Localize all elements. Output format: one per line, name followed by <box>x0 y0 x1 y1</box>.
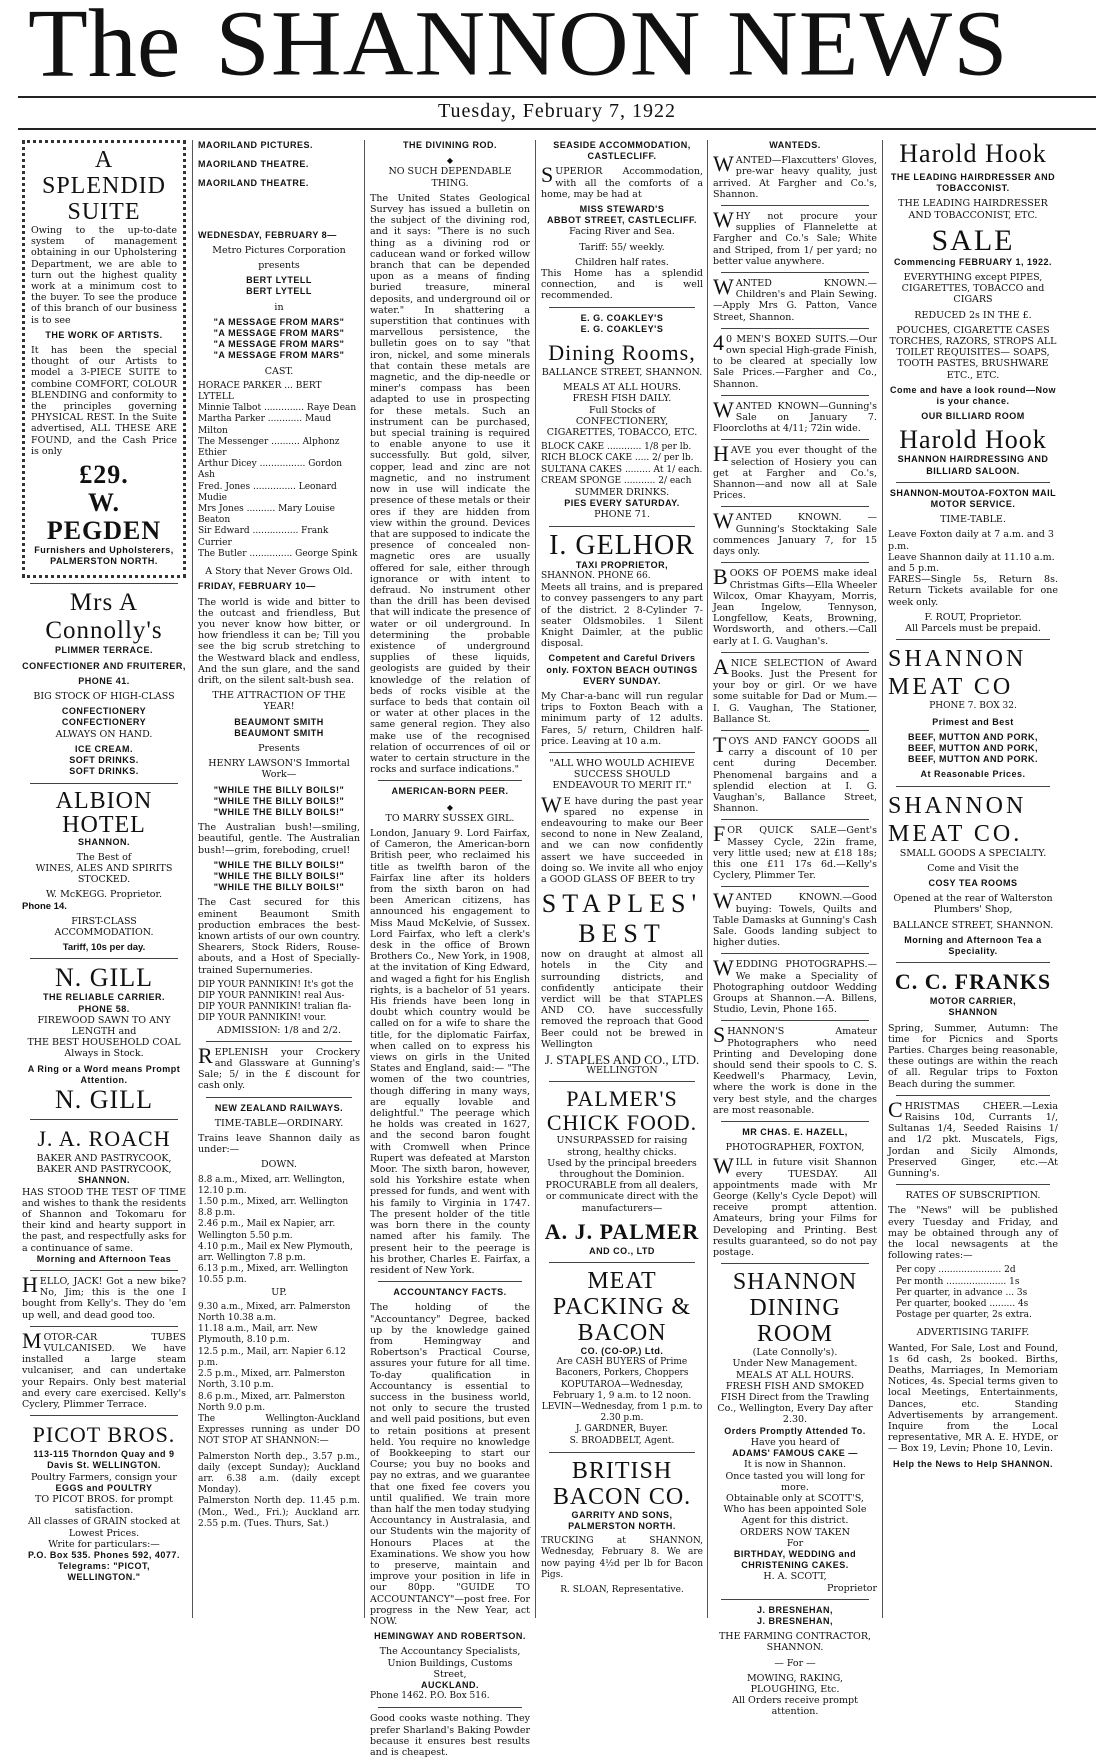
meat-co2-line: Come and Visit the <box>927 862 1019 874</box>
date-rule <box>18 128 1096 130</box>
sale-title: SALE <box>931 223 1015 257</box>
kelly-bike-ad: HELLO, JACK! Got a new bike? No, Jim; this is the one I bought from Kelly's. They do 'em up well, and dead good too. <box>22 1271 186 1321</box>
peer-sub: TO MARRY SUSSEX GIRL. <box>385 812 515 824</box>
mail-line: Leave Shannon daily at 11.10 a.m. and 5 p.m. <box>888 551 1055 575</box>
subscription-rate: Per quarter, in advance ... 3s <box>896 1287 1028 1298</box>
shannon-meat-title-2: SHANNON MEAT CO. <box>888 792 1027 847</box>
column-3: THE DIVINING ROD. ◆ NO SUCH DEPENDABLE THING. The United States Geological Survey has issued a bulletin on the subject of the divining rod, and it says: "There is no such thing as a divining rod or caducean wand or forked willow branch that can be depended upon as a means of finding buried treasure, mineral deposits, and underground oil or water." In shattering a superstition that continues with marvellous persistence, the bulletin goes on to say "that iron, nickel, and some minerals that contain these metals are magnetic, and the dip-needle or miner's compass has been adapted to use in prospecting for these metals. Such an instrument can be purchased, but special training is required to enable anyone to use it successfully. But gold, silver, copper, lead and zinc are not magnetic, and no instrument now in use will indicate the presence of these metals or their ores if they are hidden from view within the ground. Devices that are supposed to indicate the presence of concealed non-magnetic ores are usually offered for sale, either through ignorance or with intent to defraud. No instrument other than the drill has been devised that will indicate the presence of water or oil underground. In determining the probable existence of underground supplies of these liquids, geologists are guided by their knowledge of the relation of beds of rocks visible at the surface to beds that contain oil or water at other places in the same general region. They also make use of the recognised relation of occurrences of oil or water to certain structure in the rocks and surface indications." AMERICAN-BORN PEER. ◆ TO MARRY SUSSEX GIRL. London, January 9. Lord Fairfax, of Cameron, the American-born British peer, who reclaimed his title as twelfth baron of the Fairfax line after its holders from the sixth baron on had been American citizens, has announced his engagement to Miss Maud McKelvie, of Sussex. Lord Fairfax, who left a clerk's desk in the office of Brown Brothers Co., New York, in 1908, at the invitation of King Edward, and waged a fight for his English rights, is a bachelor of 51 years. His friends have been long in doubt which country would be called on for a wife to share the title, for the diplomatic Fairfax, when called on to express his views on girls in the United States and England, said:— "The women of the two countries, though differing in many ways, are equally lovable and delightful." The peerage which he holds was created in 1627, and the second baron fought with Cromwell when Prince Rupert was defeated at Marston Moor. The sixth baron, however, sold his Yorkshire estate when pressed for funds, and went with his family to Virginia in 1747. The present holder of the title was born there in the county named after his family. The present heir to the peerage is his brother, Charles E. Fairfax, a resident of New York. ACCOUNTANCY FACTS. The holding of the "Accountancy" Degree, backed up by the knowledge gained from Hemingway and Robertson's Practical Course, assures your future for all time. To-day qualification in Accountancy is essential to success in the business world, not only to secure the trusted and well paid positions, but even to retain positions at present held. You require no knowledge of Bookkeeping to start our Course; you buy no books and pay no extras, and we guarantee that one fixed fee covers you until qualified. We train more than half the men today studying Accountancy in Australasia, and our Students win the majority of Honours Places at the Examinations. We show you how to preserve, maintain and improve your position in life in our 80pp. "GUIDE TO ACCOUNTANCY"—post free. For progress in the New Year, act NOW. HEMINGWAY AND ROBERTSON. The Accountancy Specialists, Union Buildings, Customs Street, AUCKLAND. Phone 1462. P.O. Box 516. Good cooks waste nothing. They prefer Sharland's Baking Powder because it ensures best results and is cheapest. <box>370 140 530 1758</box>
dining-line: PHONE 71. <box>594 509 650 521</box>
maoriland-line: MAORILAND THEATRE. <box>198 178 309 189</box>
mail-line: Leave Foxton daily at 7 a.m. and 3 p.m. <box>888 529 1054 552</box>
metro-line: Metro Pictures Corporation <box>212 244 346 256</box>
connolly-line: BIG STOCK OF HIGH-CLASS <box>33 691 175 703</box>
palmer-title: PALMER'S CHICK FOOD. <box>546 1086 698 1136</box>
connolly-line: CONFECTIONER AND FRUITERER, <box>22 660 186 671</box>
meat-co-line: BEEF, MUTTON AND PORK, <box>907 742 1038 753</box>
meat-co2-line: SMALL GOODS A SPECIALTY. <box>899 847 1047 859</box>
gelhor-body-2: My Char-a-banc will run regular trips to Foxton Beach with a minimum party of 12 adults. Fares, 5/ return, Children half-price. Leaving at 10 a.m. <box>541 690 703 747</box>
subscription-rate: Per copy ...................... 2d <box>896 1265 1016 1276</box>
connolly-lines <box>22 645 186 777</box>
meat-line: J. GARDNER, Buyer. <box>575 1424 669 1435</box>
cake-price: BLOCK CAKE ............ 1/8 per lb. <box>541 442 692 453</box>
gelhor-sub: TAXI PROPRIETOR, <box>575 559 669 570</box>
bacon-rep: R. SLOAN, Representative. <box>560 1585 684 1596</box>
column-1 <box>22 140 186 1618</box>
meat-co-line: BEEF, MUTTON AND PORK. <box>907 754 1038 765</box>
dining-line: Full Stocks of <box>588 404 656 416</box>
meat-packing-title: MEAT PACKING & BACON <box>552 1268 692 1347</box>
dining-line: FRESH FISH DAILY. <box>572 393 672 405</box>
seaside-line: This Home has a splendid connection, and is well recommended. <box>541 268 703 302</box>
lawson-poem: The world is wide and bitter to the outcast and friendless, But you never know how bitter, or how friendless it can be; Till you see the big scrub stretching to the Westward black and endless, And the sun glare, and the sand drift, on the silent salt-bush sea. <box>198 596 360 686</box>
pegden-headline: A SPLENDID SUITE <box>41 147 166 225</box>
sale-line: REDUCED 2s IN THE £. <box>914 309 1032 321</box>
seaside-body: SUPERIOR Accommodation, with all the comforts of a home, may be had at <box>541 162 703 200</box>
masthead <box>0 0 1114 100</box>
shannon-dining-room-title: SHANNON DINING ROOM <box>732 1269 858 1348</box>
picot-line: TO PICOT BROS. for prompt satisfaction. <box>35 1494 173 1517</box>
connolly-line: SOFT DRINKS. <box>69 766 139 777</box>
picot-line: P.O. Box 535. Phones 592, 4077. <box>28 1550 180 1561</box>
franks-body: Spring, Summer, Autumn: The time for Picnics and Sports Parties. Charges being reasonable, these outings are within the reach of all. Regular trips to Foxton Beach during the summer. <box>888 1022 1058 1090</box>
meat-line: Are CASH BUYERS of Prime Baconers, Porkers, Choppers <box>555 1357 689 1379</box>
meat-line: KOPUTAROA—Wednesday, February 1, 9 a.m. to 12 noon. <box>552 1379 692 1401</box>
meat-line: LEVIN—Wednesday, from 1 p.m. to 2.30 p.m. <box>541 1402 703 1424</box>
palmer-line: UNSURPASSED for raising strong, healthy chicks. <box>556 1135 688 1158</box>
bacon-body: TRUCKING at SHANNON, Wednesday, February 8. We are now paying 4½d per lb for Bacon Pigs. <box>541 1536 703 1580</box>
albion-line: Tariff, 10s per day. <box>62 942 146 954</box>
billy-line: "WHILE THE BILLY BOILS!" <box>213 806 345 817</box>
mail-line: F. ROUT, Proprietor. <box>924 611 1022 623</box>
palmer-co: AND CO., LTD <box>589 1245 655 1256</box>
subscription-heading: RATES OF SUBSCRIPTION. <box>905 1190 1041 1202</box>
pegden-firm-sub: Furnishers and Upholsterers, PALMERSTON NORTH. <box>34 545 174 567</box>
admission-line: ADMISSION: 1/8 and 2/2. <box>216 1024 342 1036</box>
albion-title: ALBION <box>55 787 153 814</box>
cast-row: Martha Parker ............ Maud Milton <box>198 414 332 436</box>
dining-line: BALLANCE STREET, SHANNON. <box>541 367 703 379</box>
connolly-line: CONFECTIONERY <box>61 717 147 728</box>
albion-title-2: HOTEL <box>62 811 146 838</box>
accountancy-body: The holding of the "Accountancy" Degree, backed up by the knowledge gained from Hemingway and Robertson's Practical Course, assures your future for all time. To-day qualification in Accountancy is essential to success in the business world, not only to secure the trusted and well paid positions, but even to retain positions at present held. You require no knowledge of Bookkeeping to start our Course; you buy no books and pay no extras, and we guarantee that one fixed fee covers you until qualified. We train more than half the men today studying Accountancy in Australasia, and our Students win the majority of Honours Places at the Examinations. We show you how to preserve, maintain and improve your position in life in our 80pp. "GUIDE TO ACCOUNTANCY"—post free. For progress in the New Year, act NOW. <box>370 1302 530 1627</box>
subscription-rate: Per month ..................... 1s <box>896 1276 1020 1287</box>
classified-ad: WANTED KNOWN—Gunning's Sale on January 7. Floorcloths at 4/11; 72in wide. <box>713 396 877 435</box>
sdr-line: It is now in Shannon. <box>743 1459 847 1471</box>
mail-line: FARES—Single 5s, Return 8s. Return Tickets available for one week only. <box>888 574 1058 608</box>
roach-line: BAKER AND PASTRYCOOK, <box>36 1152 172 1164</box>
sdr-line: Proprietor <box>826 1582 877 1594</box>
mail-service-heading: SHANNON-MOUTOA-FOXTON MAIL MOTOR SERVICE. <box>889 487 1057 510</box>
column-rule <box>192 140 193 1618</box>
bresnehan-line: J. BRESNEHAN, <box>756 1615 833 1626</box>
pegden-firm: W. PEGDEN <box>46 488 162 546</box>
classified-ad: WANTED KNOWN.—Children's and Plain Sewing.—Apply Mrs G. Patton, Vance Street, Shannon. <box>713 274 877 323</box>
pannikin-line: DIP YOUR PANNIKIN! It's got the <box>198 979 354 990</box>
billy-line: "WHILE THE BILLY BOILS!" <box>213 784 345 795</box>
pannikin-list <box>198 980 360 1025</box>
express-line: Palmerston North dep., 3.57 p.m., daily (except Sunday); Auckland arr. 6.38 a.m. (daily except Monday). <box>198 1451 360 1496</box>
cast-list <box>198 381 360 560</box>
albion-line: W. McKEGG. Proprietor. <box>45 889 163 901</box>
gill-line: A Ring or a Word means Prompt Attention. <box>27 1063 181 1085</box>
story-line: A Story that Never Grows Old. <box>205 566 353 578</box>
roach-line: SHANNON. <box>77 1175 130 1186</box>
gill-title-2: N. GILL <box>55 1084 153 1114</box>
dining-line: PIES EVERY SATURDAY. <box>564 498 680 509</box>
pegden-advert <box>22 140 186 578</box>
cake-price: RICH BLOCK CAKE ..... 2/ per lb. <box>541 453 694 464</box>
sdr-line: (Late Connolly's). <box>752 1347 838 1359</box>
peer-body: London, January 9. Lord Fairfax, of Cameron, the American-born British peer, who reclaimed his title as twelfth baron of the Fairfax line after its holders from the sixth baron on had been American citizens, has announced his engagement to Miss Maud McKelvie, of Sussex. Lord Fairfax, who left a clerk's desk in the office of Brown Brothers Co., New York, in 1908, at the invitation of King Edward, and waged a fight for his English rights, is a bachelor of 51 years. His friends have been long in doubt which country would be called on for a wife to share the title, for the diplomatic Fairfax, when called on to express his views on girls in the United States and England, said:— "The women of the two countries, though differing in many ways, are equally lovable and delightful." The peerage which he holds was created in 1627, and the second baron fought with Cromwell when Prince Rupert was defeated at Marston Moor. The sixth baron, however, sold his Yorkshire estate when pressed for funds, and went with his family to Virginia in 1747. The present holder of the title was born there in the county named after his family. The present heir to the peerage is his brother, Charles E. Fairfax, a resident of New York. <box>370 827 530 1276</box>
harold-hook-title: Harold Hook <box>899 139 1047 168</box>
albion-line: SHANNON. <box>77 836 130 847</box>
bresnehan-text: THE FARMING CONTRACTOR, SHANNON. <box>718 1631 872 1654</box>
classified-ad: ANICE SELECTION of Award Books. Just the Present for your boy or girl. Or we have some suitable for Dad or Mum.—I. G. Vaughan, The Stationer, Ballance St. <box>713 653 877 725</box>
albion-line: WINES, ALES AND SPIRITS STOCKED. <box>35 862 173 886</box>
accountancy-line: AUCKLAND. <box>421 1680 479 1691</box>
classified-ad: WHY not procure your supplies of Flannelette at Fargher and Co.'s Sale; White and Striped, from 1/ per yard; no better value anywhere. <box>713 207 877 267</box>
up-heading: UP. <box>271 1286 287 1298</box>
column-2 <box>198 140 360 1618</box>
sdr-line: BIRTHDAY, WEDDING and CHRISTENING CAKES. <box>733 1548 857 1571</box>
sdr-line: Once tasted you will long for more. <box>725 1470 865 1493</box>
gill-line: THE RELIABLE CARRIER. <box>42 992 165 1003</box>
picot-line: EGGS and POULTRY <box>55 1482 153 1493</box>
classified-ad: BOOKS OF POEMS make ideal Christmas Gifts—Ella Wheeler Wilcox, Omar Khayyam, Morris, Jean Ingelow, Tennyson, Longfellow, Keats, Browning, Wordsworth, and others.—Call early at I. G. Vaughan's. <box>713 564 877 647</box>
seaside-line: Facing River and Sea. <box>569 226 675 238</box>
pegden-price: £29. <box>79 460 129 490</box>
bresnehan-line: J. BRESNEHAN, <box>756 1604 833 1615</box>
shannon-meat-title: SHANNON MEAT CO <box>888 646 1027 701</box>
roach-line: HAS STOOD THE TEST OF TIME and wishes to thank the residents of Shannon and Tokomaru for their kind and hearty support in the past, and respectfully asks for a continuance of same. <box>22 1186 186 1254</box>
bs-presents: Presents <box>258 742 300 754</box>
sdr-line: For <box>786 1537 804 1549</box>
wednesday-heading: WEDNESDAY, FEBRUARY 8— <box>198 229 337 240</box>
cast-row: Arthur Dicey ................ Gordon Ash <box>198 459 343 481</box>
presents-line: presents <box>258 260 300 272</box>
subscription-rate: Postage per quarter, 2s extra. <box>896 1310 1032 1321</box>
accountancy-line: Union Buildings, Customs Street, <box>387 1657 513 1680</box>
roach-line: Morning and Afternoon Teas <box>36 1253 172 1264</box>
meat-co2-line: BALLANCE STREET, SHANNON. <box>892 919 1054 931</box>
seaside-line: Children half rates. <box>575 256 669 268</box>
cake-price: SULTANA CAKES ......... At 1/ each. <box>541 464 703 475</box>
palmer-line: Used by the principal breeders throughout the Dominion. <box>547 1157 697 1181</box>
accountancy-firm: HEMINGWAY AND ROBERTSON. <box>374 1631 526 1642</box>
gelhor-bold: Competent and Careful Drivers only. FOXTON BEACH OUTINGS EVERY SUNDAY. <box>546 653 698 686</box>
cast-row: Fred. Jones ............... Leonard Mudie <box>198 481 337 503</box>
accountancy-line: The Accountancy Specialists, <box>379 1646 521 1658</box>
in-line: in <box>274 301 284 313</box>
pegden-intro: Owing to the up-to-date system of management obtaining in our Upholstering Department, we are able to turn out the highest quality work at a minimum cost to the buyer. To see the produce of this branch of our business is to see <box>31 225 177 326</box>
sale-line: EVERYTHING except PIPES, CIGARETTES, TOBACCO and CIGARS <box>901 272 1045 306</box>
meat-line: S. BROADBELT, Agent. <box>569 1435 675 1446</box>
roach-line: BAKER AND PASTRYCOOK, <box>36 1164 172 1176</box>
coakley-line: E. G. COAKLEY'S <box>580 323 664 334</box>
train-line: 8.6 p.m., Mixed, arr. Palmerston North 9.0 p.m. <box>198 1391 346 1413</box>
sdr-line: ADAMS' FAMOUS CAKE — <box>732 1448 858 1459</box>
british-bacon-title: BRITISH BACON CO. <box>552 1457 692 1510</box>
cast-row: Minnie Talbot .............. Raye Dean <box>198 403 357 414</box>
lawson-line: HENRY LAWSON'S Immortal Work— <box>208 758 350 781</box>
train-line: 11.18 a.m., Mail, arr. New Plymouth, 8.10 p.m. <box>198 1324 318 1346</box>
harold-hook-title-2: Harold Hook <box>899 425 1047 455</box>
meat-line: CO. (CO-OP.) Ltd. <box>580 1346 664 1357</box>
hh2-line: SHANNON HAIRDRESSING AND BILLIARD SALOON. <box>897 454 1049 476</box>
merit-body: WE have during the past year spared no expense in endeavouring to make our Beer second to none in New Zealand, and we can now confidently assert we have succeeded in doing so. We invite all who enjoy a GOOD GLASS OF BEER to try <box>541 791 703 885</box>
merit-heading: "ALL WHO WOULD ACHIEVE SUCCESS SHOULD ENDEAVOUR TO MERIT IT." <box>549 757 695 792</box>
staples-title: STAPLES' BEST <box>541 889 703 949</box>
film-line: "A MESSAGE FROM MARS" <box>213 316 345 327</box>
mail-line: All Parcels must be prepaid. <box>905 623 1041 635</box>
star-line: BERT LYTELL <box>246 286 312 297</box>
cast-row: The Messenger .......... Alphonz Ethier <box>198 436 340 459</box>
sdr-line: H. A. SCOTT, <box>763 1571 827 1583</box>
meat-co2-line: COSY TEA ROOMS <box>928 877 1018 888</box>
picot-line: All classes of GRAIN stocked at Lowest Prices. <box>28 1516 180 1539</box>
railways-heading: NEW ZEALAND RAILWAYS. <box>214 1102 344 1113</box>
billy-line: "WHILE THE BILLY BOILS!" <box>213 882 345 893</box>
meat-co-line: BEEF, MUTTON AND PORK, <box>907 731 1038 742</box>
albion-line: FIRST-CLASS ACCOMMODATION. <box>54 915 154 938</box>
connolly-line: PLIMMER TERRACE. <box>55 645 153 656</box>
column-4 <box>541 140 703 1618</box>
mail-line: TIME-TABLE. <box>940 514 1006 526</box>
staples-city: WELLINGTON <box>586 1065 658 1077</box>
seaside-line: Tariff: 55/ weekly. <box>579 241 665 253</box>
advertising-body: Wanted, For Sale, Lost and Found, 1s 6d cash, 2s booked. Births, Deaths, Marriages, In Memoriam Notices, 4s. Special terms given to local Meetings, Entertainments, Dances, etc. Standing Advertisements by arrangement. Inquire from the Local representative, MR A. E. HYDE, or— Box 19, Levin; Phone 10, Levin. <box>888 1342 1058 1455</box>
steward-name: MISS STEWARD'S <box>579 204 665 215</box>
bresnehan-text: — For — <box>774 1657 816 1669</box>
train-line: 2.46 p.m., Mail ex Napier, arr. Wellington 5.50 p.m. <box>198 1219 336 1241</box>
bacon-line: PALMERSTON NORTH. <box>568 1521 676 1532</box>
column-rule <box>707 140 708 1618</box>
vulcanise-ad: MOTOR-CAR TUBES VULCANISED. We have installed a large steam vulcaniser, and can undertake your Repairs. Only best material and every care exercised. Kelly's Cyclery, Plimmer Terrace. <box>22 1327 186 1411</box>
classified-ad: 40 MEN'S BOXED SUITS.—Our own special High-grade Finish, to be cleared at specially low Sale Prices.—Fargher and Co., Shannon. <box>713 329 877 390</box>
divining-sub: NO SUCH DEPENDABLE THING. <box>388 166 512 189</box>
train-line: 9.30 a.m., Mixed, arr. Palmerston North 10.38 a.m. <box>198 1301 351 1324</box>
column-rule <box>364 140 365 1618</box>
classified-ad: TOYS AND FANCY GOODS all carry a discount of 10 per cent during December. Phenomenal bargains and a splendid election at I. G. Vaughan's, Ballance Street, Shannon. <box>713 731 877 815</box>
bush-text: The Australian bush!—smiling, beautiful, gentle. The Australian bush!—grim, foreboding, cruel! <box>198 822 360 856</box>
bresnehan-text: MOWING, RAKING, PLOUGHING, Etc. <box>746 1672 844 1695</box>
replenish-ad: REPLENISH your Crockery and Glassware at Gunning's Sale; 5/ in the £ discount for cash only. <box>198 1042 360 1092</box>
pannikin-line: DIP YOUR PANNIKIN! vour. <box>198 1013 327 1024</box>
classified-ad: SHANNON'S Amateur Photographers who need Printing and Developing done should send their spools to C. S. Keedwell's Pharmacy, Levin, where the work is done in the very best style, and the charges are most reasonable. <box>713 1022 877 1116</box>
picot-title: PICOT BROS. <box>32 1422 176 1448</box>
column-rule <box>535 140 536 1618</box>
train-line: 8.8 a.m., Mixed, arr. Wellington, 12.10 p.m. <box>198 1174 345 1196</box>
train-line: 12.5 p.m., Mail, arr. Napier 6.12 p.m. <box>198 1346 346 1368</box>
palmer-firm: A. J. PALMER <box>544 1218 700 1244</box>
gill-line: FIREWOOD SAWN TO ANY LENGTH and <box>37 1014 171 1037</box>
sdr-line: Under New Management. <box>732 1358 858 1370</box>
sale-line: Come and have a look round—Now is your chance. <box>889 384 1057 407</box>
cast-row: Mrs Jones .......... Mary Louise Beaton <box>198 504 335 526</box>
masthead-the: The <box>28 0 181 98</box>
sdr-line: Orders Promptly Attended To. <box>724 1425 866 1436</box>
sdr-line: Obtainable only at SCOTT'S, <box>726 1492 864 1504</box>
picot-line: Write for particulars:— <box>48 1538 160 1550</box>
franks-line: SHANNON <box>948 1007 998 1018</box>
sdr-line: Have you heard of <box>750 1436 840 1448</box>
meat-co-line: At Reasonable Prices. <box>920 769 1026 780</box>
column-5 <box>713 140 877 1718</box>
christmas-cheer-ad: CHRISTMAS CHEER.—Lexia Raisins 10d, Currants 1/, Sultanas 1/4, Seeded Raisins 1/ and 1/2 pkt. Muscatels, Figs, Jordan and Sicily Almonds, Preserved Ginger, etc.—At Gunning's. <box>888 1096 1058 1179</box>
connolly-line: CONFECTIONERY <box>61 706 147 717</box>
train-line: 1.50 p.m., Mixed, arr. Wellington 8.8 p.m. <box>198 1197 349 1219</box>
staples-firm: J. STAPLES AND CO., LTD. <box>544 1052 700 1067</box>
wanteds-heading: WANTEDS. <box>769 140 821 150</box>
billy-line: "WHILE THE BILLY BOILS!" <box>213 870 345 881</box>
masthead-title: SHANNON NEWS <box>215 0 1009 96</box>
subscription-rate: Per quarter, booked ......... 4s <box>896 1299 1029 1310</box>
connolly-title: Mrs A Connolly's <box>45 589 163 645</box>
column-6 <box>888 140 1058 1618</box>
star-line: BERT LYTELL <box>246 275 312 286</box>
cast-row: The Butler ............... George Spink <box>198 548 358 559</box>
connolly-line: SOFT DRINKS. <box>69 755 139 766</box>
sdr-line: Who has been appointed Sole Agent for this district. <box>723 1504 867 1527</box>
franks-line: MOTOR CARRIER, <box>929 996 1017 1007</box>
classified-ad: HAVE you ever thought of the selection of Hosiery you can get at Fargher and Co.'s, Shannon—and now all at Sale Prices. <box>713 441 877 502</box>
accountancy-phone: Phone 1462. P.O. Box 516. <box>370 1691 490 1702</box>
railways-intro: Trains leave Shannon daily as under:— <box>198 1133 360 1156</box>
connolly-line: ICE CREAM. <box>74 743 133 754</box>
meat-co2-line: Opened at the rear of Walterston Plumbers' Shop, <box>893 893 1053 916</box>
express-line: Palmerston North dep. 11.45 p.m. (Mon., Wed., Fri.); Auckland arr. 2.55 p.m. (Tues. Thurs, Sat.) <box>198 1496 360 1529</box>
hazell-sub: PHOTOGRAPHER, FOXTON, <box>725 1142 865 1154</box>
gill-line: THE BEST HOUSEHOLD COAL Always in Stock. <box>27 1037 181 1060</box>
train-line: 2.5 p.m., Mixed, arr. Palmerston North, 3.10 p.m. <box>198 1369 346 1391</box>
pegden-body: It has been the special thought of our Artists to model a 3-PIECE SUITE to combine COMFORT, COLOUR BLENDING and conformity to the principles governing PHYSICAL REST. In the Suite advertised, ALL THESE ARE FOUND, and the Cash Price is only <box>31 345 177 457</box>
hazell-body: WILL in future visit Shannon every TUESDAY. All appointments made with Mr George (Kelly's Cycle Depot) will receive prompt attention. Amateurs, bring your Films for Developing and Printing. Best results guaranteed, so do not pay postage. <box>713 1153 877 1259</box>
beaumont-line: BEAUMONT SMITH <box>234 716 324 727</box>
cast-secured: The Cast secured for this eminent Beaumont Smith production embraces the best-known artists of our own country. Shearers, Stock Riders, Rouse-abouts, and a Host of Specially-trained Supernumeries. <box>198 897 360 976</box>
classified-ad: FOR QUICK SALE—Gent's Massey Cycle, 22in frame, very little used; new at £18 18s; this one £11 17s 6d.—Kelly's Cyclery, Plimmer Ter. <box>713 821 877 882</box>
picot-line: 113-115 Thorndon Quay and 9 Davis St. WELLINGTON. <box>33 1449 175 1471</box>
dining-line: CONFECTIONERY, CIGARETTES, TOBACCO, ETC. <box>546 415 698 439</box>
albion-line: The Best of <box>76 851 132 863</box>
cast-row: Sir Edward ................ Frank Currier <box>198 526 329 548</box>
albion-line: Phone 14. <box>22 900 67 912</box>
dining-line: MEALS AT ALL HOURS. <box>563 382 681 394</box>
maoriland-line: MAORILAND THEATRE. <box>198 159 309 170</box>
meat-co-line: Primest and Best <box>932 716 1014 727</box>
dateline: Tuesday, February 7, 1922 <box>438 100 676 122</box>
gelhor-body: Meets all trains, and is prepared to convey passengers to any part of the district. 2 8-Cylinder 7-seater Oldsmobiles. 1 Silent Knight Daimler, at the public disposal. <box>541 582 703 650</box>
franks-title: C. C. FRANKS <box>894 969 1052 995</box>
connolly-line: PHONE 41. <box>78 675 130 686</box>
gill-title: N. GILL <box>55 963 153 993</box>
film-line: "A MESSAGE FROM MARS" <box>213 339 345 350</box>
bacon-line: GARRITY AND SONS, <box>571 1509 673 1520</box>
sdr-line: MEALS AT ALL HOURS. <box>736 1369 854 1381</box>
sale-line: POUCHES, CIGARETTE CASES TORCHES, RAZORS, STROPS ALL TOILET REQUISITES— SOAPS, TOOTH PASTES, BRUSHWARE ETC., ETC. <box>889 324 1057 381</box>
palmer-line: PROCURABLE from all dealers, or communicate direct with the manufacturers— <box>545 1180 699 1214</box>
masthead-rule <box>18 96 1096 98</box>
billy-line: "WHILE THE BILLY BOILS!" <box>213 795 345 806</box>
picot-line: Telegrams: "PICOT, WELLINGTON." <box>57 1561 151 1583</box>
cake-price: CREAM SPONGE ........... 2/ each <box>541 475 692 486</box>
help-line: Help the News to Help SHANNON. <box>892 1458 1053 1469</box>
pannikin-line: DIP YOUR PANNIKIN! real Aus- <box>198 991 345 1001</box>
sdr-line: FRESH FISH AND SMOKED FISH Direct from the Trawling Co., Wellington, Every Day after 2.30. <box>717 1380 873 1426</box>
hh-line: THE LEADING HAIRDRESSER AND TOBACCONIST, ETC. <box>898 198 1048 221</box>
accountancy-heading: ACCOUNTANCY FACTS. <box>393 1287 507 1298</box>
sdr-line: ORDERS NOW TAKEN <box>739 1526 851 1538</box>
bresnehan-text: All Orders receive prompt attention. <box>732 1695 858 1718</box>
divining-body: The United States Geological Survey has issued a bulletin on the subject of the divining rod, and it says: "There is no such thing as a divining rod or caducean wand or forked willow branch that can be depended upon as a means of finding buried treasure, mineral deposits, and underground oil or water." In shattering a superstition that continues with marvellous persistence, the bulletin goes on to say "that iron, nickel, and some minerals that contain these metals are magnetic, and the dip-needle or miner's compass has been adapted to use in prospecting for these metals. Such an instrument can be purchased, but special training is required to enable anyone to use it successfully. But gold, silver, copper, lead and zinc are not magnetic, and no instrument now in use will indicate the presence of these metals or their ores if they are hidden from view within the ground. Devices that are supposed to indicate the presence of concealed non-magnetic ores are usually offered for sale, either through ignorance or with intent to defraud. No instrument other than the drill has been devised that will indicate the presence of water or oil underground. In determining the probable existence of underground supplies of these liquids, geologists are guided by their knowledge of the relation of beds of rocks visible at the surface to beds that contain oil or water at other places in the same general region. They also make use of the recognised relation of occurrences of oil or water to certain structure in the rocks and surface indications." <box>370 192 530 776</box>
billy-line: "WHILE THE BILLY BOILS!" <box>213 859 345 870</box>
cast-heading: CAST. <box>264 365 294 377</box>
attraction-line: THE ATTRACTION OF THE YEAR! <box>212 690 346 713</box>
coakley-line: E. G. COAKLEY'S <box>580 312 664 323</box>
classified-ad: WANTED KNOWN. — Gunning's Stocktaking Sale commences January 7, for 15 days only. <box>713 508 877 558</box>
down-heading: DOWN. <box>261 1159 297 1171</box>
steward-address: ABBOT STREET, CASTLECLIFF. <box>547 215 697 226</box>
gill-line: PHONE 58. <box>78 1003 130 1014</box>
column-rule <box>882 140 883 1618</box>
dining-rooms-title: Dining Rooms, <box>548 340 696 366</box>
advertising-heading: ADVERTISING TARIFF. <box>916 1327 1030 1339</box>
classified-ad: WANTED—Flaxcutters' Gloves, pre-war heavy quality, just arrived. At Fargher and Co.'s, Shannon. <box>713 151 877 200</box>
railways-sub: TIME-TABLE—ORDINARY. <box>214 1117 344 1129</box>
pannikin-line: DIP YOUR PANNIKIN! tralian fla- <box>198 1002 352 1013</box>
classified-ad: WEDDING PHOTOGRAPHS.—We make a Speciality of Photographing outdoor Wedding Groups at Shannon.—A. Billens, Studio, Levin, Phone 165. <box>713 955 877 1016</box>
beaumont-line: BEAUMONT SMITH <box>234 727 324 738</box>
meat-co2-line: Morning and Afternoon Tea a Speciality. <box>904 934 1042 956</box>
sale-line: Commencing FEBRUARY 1, 1922. <box>893 256 1053 267</box>
film-line: "A MESSAGE FROM MARS" <box>213 328 345 339</box>
dining-line: SUMMER DRINKS. <box>574 487 670 499</box>
film-line: "A MESSAGE FROM MARS" <box>213 350 345 361</box>
meat-phone: PHONE 7. BOX 32. <box>929 701 1017 712</box>
subscription-body: The "News" will be published every Tuesday and Friday, and may be obtained through any of the local newsagents at the following rates:— <box>888 1205 1058 1262</box>
classified-ad: WANTED KNOWN.—Good buying: Towels, Quilts and Table Damasks at Gunning's Cash Sale. Goods landing subject to higher duties. <box>713 888 877 949</box>
express-text: The Wellington-Auckland Expresses running as under DO NOT STOP AT SHANNON:— <box>198 1413 360 1447</box>
hh-line: THE LEADING HAIRDRESSER AND TOBACCONIST. <box>890 172 1056 194</box>
roach-title: J. A. ROACH <box>37 1125 171 1151</box>
maoriland-line: MAORILAND PICTURES. <box>198 140 313 150</box>
connolly-line: ALWAYS ON HAND. <box>55 728 153 740</box>
peer-heading: AMERICAN-BORN PEER. <box>391 786 509 797</box>
staples-body: now on draught at almost all hotels in the City and surrounding districts, and confidently anticipate their verdict will be that STAPLES AND CO. have successfully removed the reproach that Good Beer could not be brewed in Wellington <box>541 949 703 1050</box>
train-line: 4.10 p.m., Mail ex New Plymouth, arr. Wellington 7.8 p.m. <box>198 1241 353 1264</box>
seaside-heading: SEASIDE ACCOMMODATION, CASTLECLIFF. <box>553 140 691 162</box>
gelhor-phone: SHANNON. PHONE 66. <box>541 570 651 581</box>
cooks-ad: Good cooks waste nothing. They prefer Sharland's Baking Powder because it ensures best results and is cheapest. <box>370 1713 530 1758</box>
hazell-name: MR CHAS. E. HAZELL, <box>742 1127 848 1138</box>
gelhor-title: I. GELHOR <box>549 529 695 561</box>
divining-heading: THE DIVINING ROD. <box>402 140 497 150</box>
sale-line: OUR BILLIARD ROOM <box>921 411 1025 422</box>
pegden-work: THE WORK OF ARTISTS. <box>45 329 163 340</box>
picot-line: Poultry Farmers, consign your <box>31 1471 177 1483</box>
train-line: 6.13 p.m., Mixed, arr. Wellington 10.55 p.m. <box>198 1264 349 1286</box>
friday-heading: FRIDAY, FEBRUARY 10— <box>198 581 316 592</box>
cast-row: HORACE PARKER ... BERT LYTELL <box>198 380 322 403</box>
